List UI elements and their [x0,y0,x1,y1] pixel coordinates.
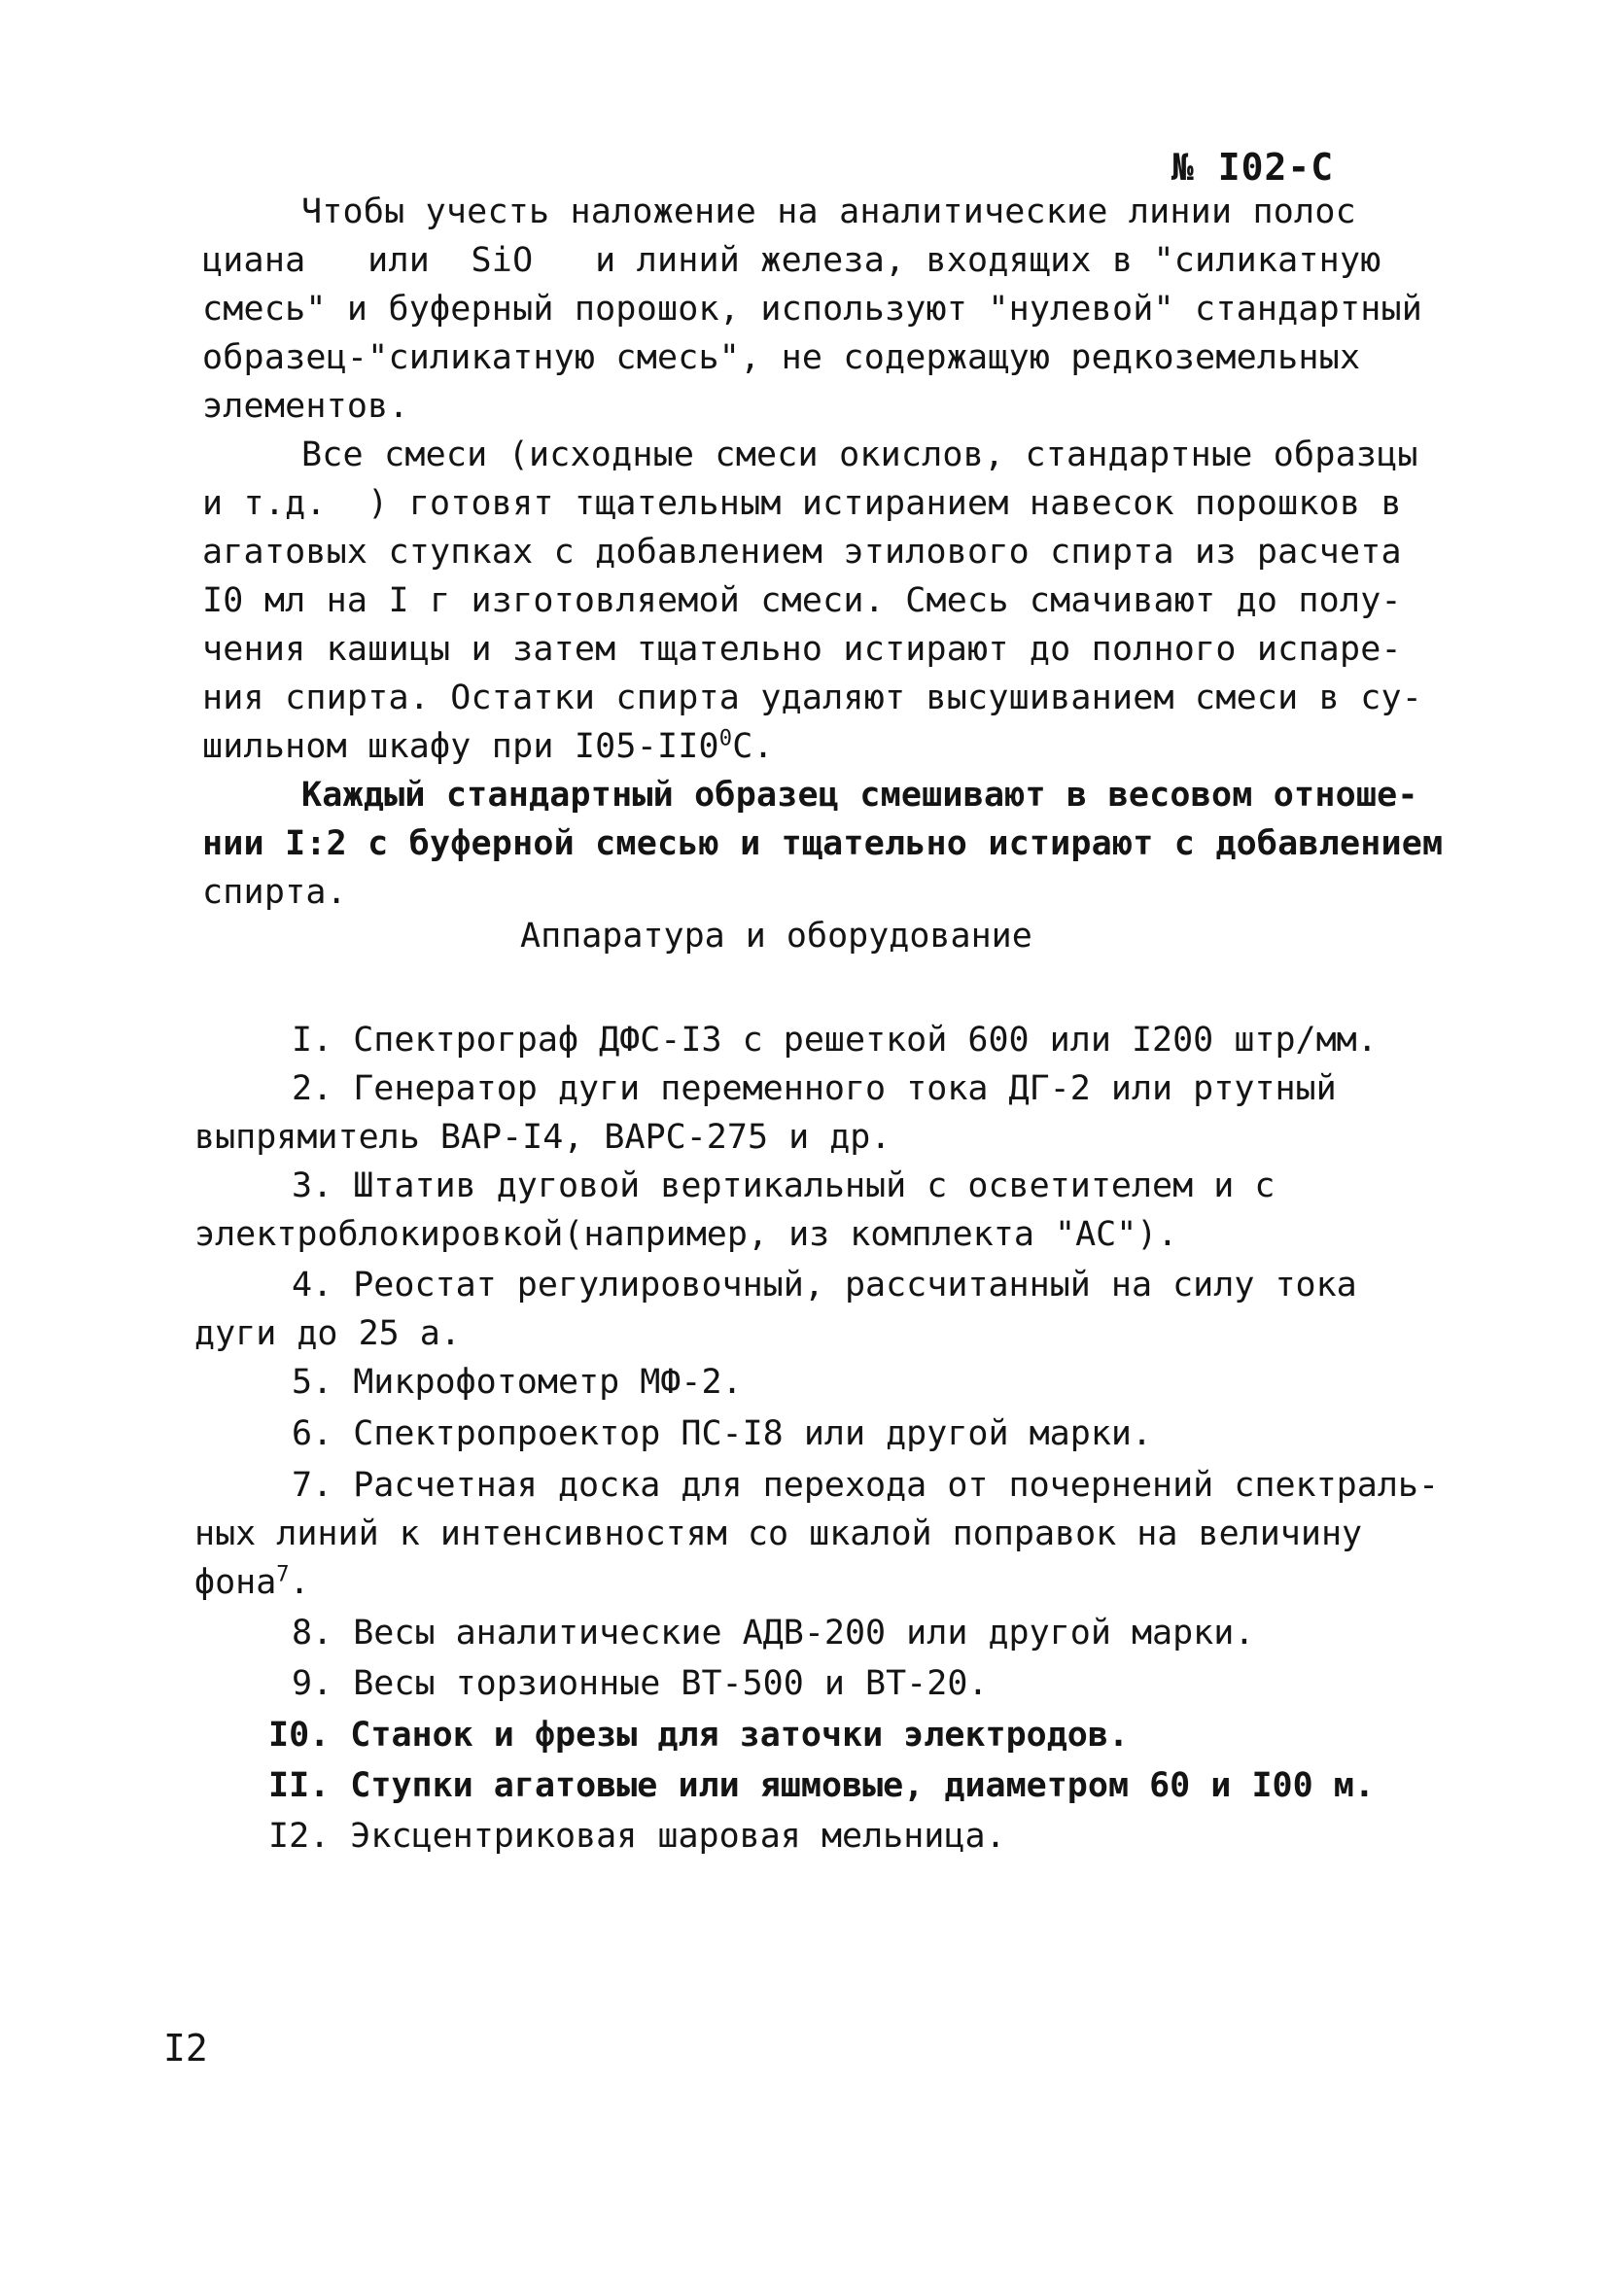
paragraph-3-line: Каждый стандартный образец смешивают в весовом отноше- [301,776,1418,815]
equipment-item [292,1064,1337,1113]
item-number: I. [292,1021,333,1060]
temperature-unit: С. [732,727,774,766]
item-text: Спектрограф ДФС-I3 с решеткой 600 или I200 штр/мм. [353,1021,1378,1060]
document-number: № I02-С [1171,146,1335,189]
section-heading: Аппаратура и оборудование [520,917,1032,956]
paragraph-2-last-line [202,722,774,771]
equipment-item [292,1016,1378,1064]
paragraph-2-line: агатовых ступках с добавлением этилового спирта из расчета [202,533,1402,572]
equipment-item [292,1261,1357,1309]
item-number: 6. [292,1414,333,1453]
paragraph-3-line: нии I:2 с буферной смесью и тщательно истирают с добавлением [202,824,1444,863]
equipment-item [268,1761,1375,1810]
page-number: I2 [163,2027,208,2070]
item-text: Весы торзионные ВТ-500 и ВТ-20. [353,1664,989,1703]
paragraph-2-line: и т.д. ) готовят тщательным истиранием навесок порошков в [202,484,1402,523]
paragraph-2-line: ния спирта. Остатки спирта удаляют высушиванием смеси в су- [202,678,1423,717]
item-continuation: дуги до 25 а. [194,1314,461,1353]
item-text: Спектропроектор ПС-I8 или другой марки. [353,1414,1153,1453]
item-text: Весы аналитические АДВ-200 или другой марки. [353,1614,1255,1652]
degree-superscript: 0 [718,726,733,751]
paragraph-1-line: элементов. [202,387,409,426]
equipment-item [292,1162,1275,1210]
item-text: Генератор дуги переменного тока ДГ-2 или ртутный [353,1069,1337,1108]
item-tail: . [289,1563,310,1602]
equipment-item [268,1711,1129,1759]
item-text: Реостат регулировочный, рассчитанный на силу тока [353,1266,1357,1305]
paragraph-1-line: образец-"силикатную смесь", не содержащую редкоземельных [202,338,1361,377]
item-continuation [194,1558,310,1607]
item-continuation: электроблокировкой(например, из комплекта "АС"). [194,1215,1178,1254]
item-number: II. [268,1766,331,1805]
paragraph-2-line: I0 мл на I г изготовляемой смеси. Смесь смачивают до полу- [202,581,1402,620]
item-number: 8. [292,1614,333,1652]
item-number: 9. [292,1664,333,1703]
item-text: фона [194,1563,277,1602]
item-text: Ступки агатовые или яшмовые, диаметром 60 и I00 м. [350,1766,1375,1805]
paragraph-2-line: чения кашицы и затем тщательно истирают до полного испаре- [202,630,1402,669]
item-text: Эксцентриковая шаровая мельница. [350,1817,1006,1856]
item-text: Станок и фрезы для заточки электродов. [350,1716,1130,1755]
paragraph-1-line: смесь" и буферный порошок, используют "нулевой" стандартный [202,290,1423,329]
item-number: 7. [292,1466,333,1505]
footnote-superscript: 7 [276,1562,290,1587]
equipment-item [292,1461,1439,1510]
paragraph-2-line: Все смеси (исходные смеси окислов, стандартные образцы [301,435,1418,474]
equipment-item [268,1812,1006,1861]
item-number: 2. [292,1069,333,1108]
item-number: 5. [292,1363,333,1402]
item-number: 4. [292,1266,333,1305]
equipment-item [292,1409,1152,1458]
item-continuation: ных линий к интенсивностям со шкалой поправок на величину [194,1514,1363,1553]
item-text: Микрофотометр МФ-2. [353,1363,743,1402]
equipment-item [292,1609,1254,1657]
item-number: 3. [292,1166,333,1205]
item-text: Штатив дуговой вертикальный с осветителем и с [353,1166,1276,1205]
item-continuation: выпрямитель ВАР-I4, ВАРС-275 и др. [194,1118,891,1157]
equipment-item [292,1659,988,1708]
paragraph-3-line: спирта. [202,873,347,912]
paragraph-2-line: шильном шкафу при I05-II0 [202,727,719,766]
equipment-item [292,1358,743,1407]
item-number: I0. [268,1716,331,1755]
item-number: I2. [268,1817,331,1856]
paragraph-1-line: Чтобы учесть наложение на аналитические линии полос [301,192,1356,231]
paragraph-1-line: циана или SiO и линий железа, входящих в "силикатную [202,241,1381,280]
item-text: Расчетная доска для перехода от почернений спектраль- [353,1466,1440,1505]
